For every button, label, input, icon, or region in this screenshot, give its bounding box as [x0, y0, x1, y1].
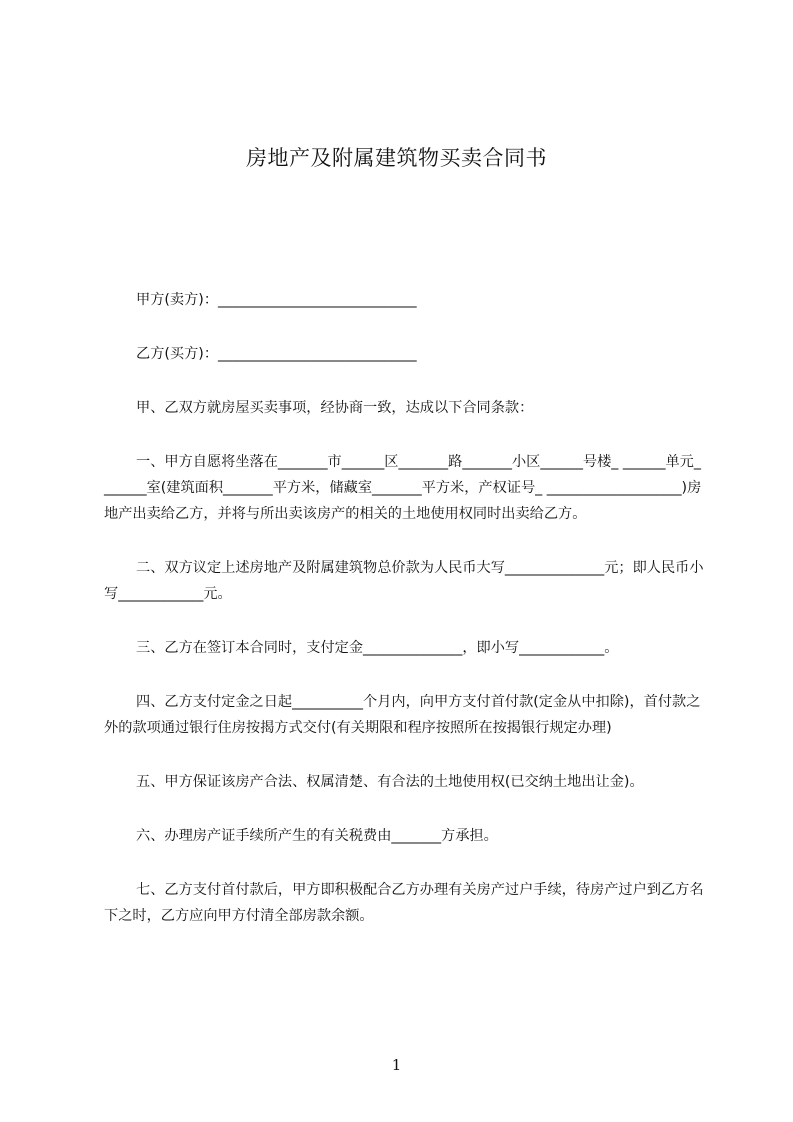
buyer-line	[104, 341, 704, 367]
page-number: 1	[391, 1056, 402, 1074]
clause-2: 二、双方议定上述房地产及附属建筑物总价款为人民币大写______________元；即人民币小写____________元。	[104, 560, 704, 602]
buyer-name-blank: ____________________________	[218, 346, 417, 362]
clause-6: 六、办理房产证手续所产生的有关税费由_______方承担。	[136, 828, 498, 844]
clause-7: 七、乙方支付首付款后，甲方即积极配合乙方办理有关房产过户手续，待房产过户到乙方名下之时，乙方应向甲方付清全部房款余额。	[104, 882, 704, 924]
seller-line	[104, 287, 704, 313]
contract-body	[104, 287, 704, 929]
clause-5: 五、甲方保证该房产合法、权属清楚、有合法的土地使用权(已交纳土地出让金)。	[136, 774, 644, 790]
clause-1: 一、甲方自愿将坐落在_______市______区_______路_______小区______号楼_ ______单元_______室(建筑面积_______平方米，储藏室_______平方米，产权证号_ ___________________)房地产出卖给乙方，并将与所出卖该房产的相关的土地使用权同时出卖给乙方。	[104, 454, 702, 522]
clause-3: 三、乙方在签订本合同时，支付定金______________，即小写____________。	[136, 640, 619, 656]
seller-label: 甲方(卖方)：	[136, 292, 219, 308]
buyer-label: 乙方(买方)：	[136, 346, 219, 362]
clause-4: 四、乙方支付定金之日起__________个月内，向甲方支付首付款(定金从中扣除)，首付款之外的款项通过银行住房按揭方式交付(有关期限和程序按照所在按揭银行规定办理)	[104, 694, 701, 736]
intro-paragraph: 甲、乙双方就房屋买卖事项，经协商一致，达成以下合同条款：	[136, 400, 534, 416]
document-title: 房地产及附属建筑物买卖合同书	[246, 146, 547, 170]
seller-name-blank: ____________________________	[218, 292, 417, 308]
